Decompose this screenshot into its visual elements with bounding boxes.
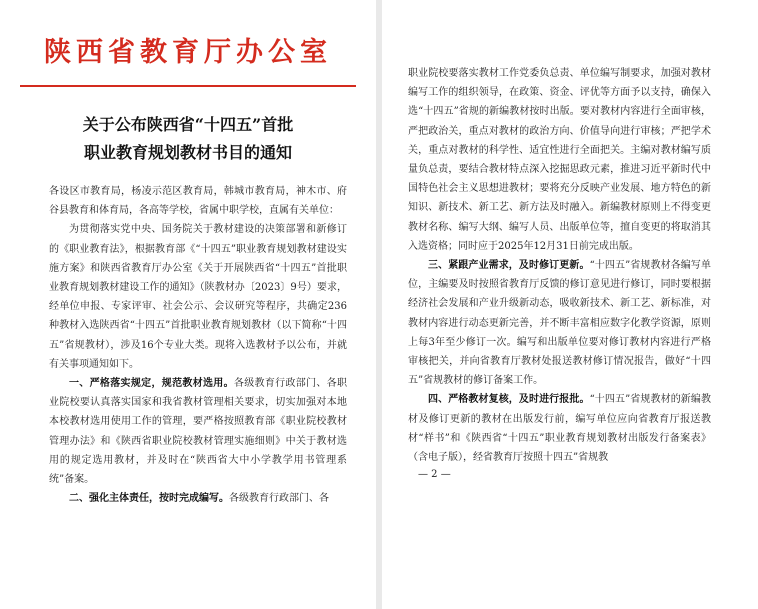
right-page <box>382 0 758 609</box>
section-4-text: “十四五”省规教材的新编教材及修订更新的教材在出版发行前，编写单位应向省教育厅报送教材“样书”和《陕西省“十四五”职业教育规划教材出版发行备案表》（含电子版），经省教育厅按照十四五”省规教 <box>408 394 712 464</box>
notice-title-line-1: 关于公布陕西省“十四五”首批 <box>82 115 294 134</box>
section-1-text: 各级教育行政部门、各职业院校要认真落实国家和我省教材管理相关要求，切实加强对本地本校教材选用使用工作的管理，要严格按照教育部《职业院校教材管理办法》和《陕西省职业院校教材管理实施细则》中关于教材选用的规定选用教材，并及时在“陕西省大中小学教学用书管理系统”备案。 <box>49 378 348 486</box>
section-3-paragraph <box>408 256 711 390</box>
section-4-heading: 四、严格教材复核，及时进行报批。 <box>428 394 590 406</box>
section-3-heading: 三、紧跟产业需求，及时修订更新。 <box>428 260 590 272</box>
section-1-heading: 一、严格落实规定，规范教材选用。 <box>69 378 234 390</box>
intro-paragraph: 为贯彻落实党中央、国务院关于教材建设的决策部署和新修订的《职业教育法》，根据教育部《“十四五”职业教育规划教材建设实施方案》和陕西省教育厅办公室《关于开展陕西省“十四五”首批职业教育规划教材建设工作的通知》（陕教材办〔2023〕9号）要求，经单位申报、专家评审、社会公示、会议研究等程序，共确定236种教材入选陕西省“十四五”首批职业教育规划教材（以下简称“十四五”省规教材），涉及16个专业大类。现将入选教材予以公布，并就有关事项通知如下。 <box>49 224 347 370</box>
left-body-text <box>49 182 347 508</box>
section-2-heading: 二、强化主体责任，按时完成编写。 <box>69 493 229 505</box>
section-2-continuation: 职业院校要落实教材工作党委负总责、单位编写制要求，加强对教材编写工作的组织领导，在政策、资金、评优等方面予以支持，确保入选“十四五”省规的新编教材按时出版。要对教材内容进行全面审核，严把政治关，重点对教材的政治方向、价值导向进行审核；严把学术关，重点对教材的科学性、适宜性进行全面把关。主编对教材编写质量负总责，要结合教材特点深入挖掘思政元素，推进习近平新时代中国特色社会主义思想进教材；要将充分反映产业发展、地方特色的新知识、新技术、新工艺、新方法及时融入。新编教材原则上不得变更教材名称、编写大纲、编写人员、出版单位等，擅自变更的将取消其入选资格；同时应于2025年12月31日前完成出版。 <box>408 68 711 252</box>
section-2-text: 各级教育行政部门、各 <box>229 493 329 505</box>
section-3-text: “十四五”省规教材各编写单位，主编要及时按照省教育厅反馈的修订意见进行修订，同时要根据经济社会发展和产业升级新动态，吸收新技术、新工艺、新标准，对教材内容进行动态更新完善，并不断丰富相应数字化教学资源，原则上每3年至少修订一次。编写和出版单位要对修订教材内容进行严格审核把关，并向省教育厅教材处报送教材修订情况报告，做好“十四五”省规教材的修订备案工作。 <box>408 260 712 387</box>
section-2-paragraph <box>49 489 347 508</box>
section-1-paragraph <box>49 374 347 489</box>
page-number: — 2 — <box>418 469 451 481</box>
left-page <box>0 0 376 609</box>
red-divider-line <box>20 85 356 87</box>
issuer-header: 陕西省教育厅办公室 <box>44 37 332 68</box>
notice-title-line-2: 职业教育规划教材书目的通知 <box>83 143 292 162</box>
section-4-paragraph <box>408 390 711 467</box>
right-body-text <box>408 64 711 483</box>
recipients-paragraph: 各设区市教育局，杨凌示范区教育局，韩城市教育局，神木市、府谷县教育和体育局，各高等学校，省属中职学校，直属有关单位： <box>49 186 347 217</box>
